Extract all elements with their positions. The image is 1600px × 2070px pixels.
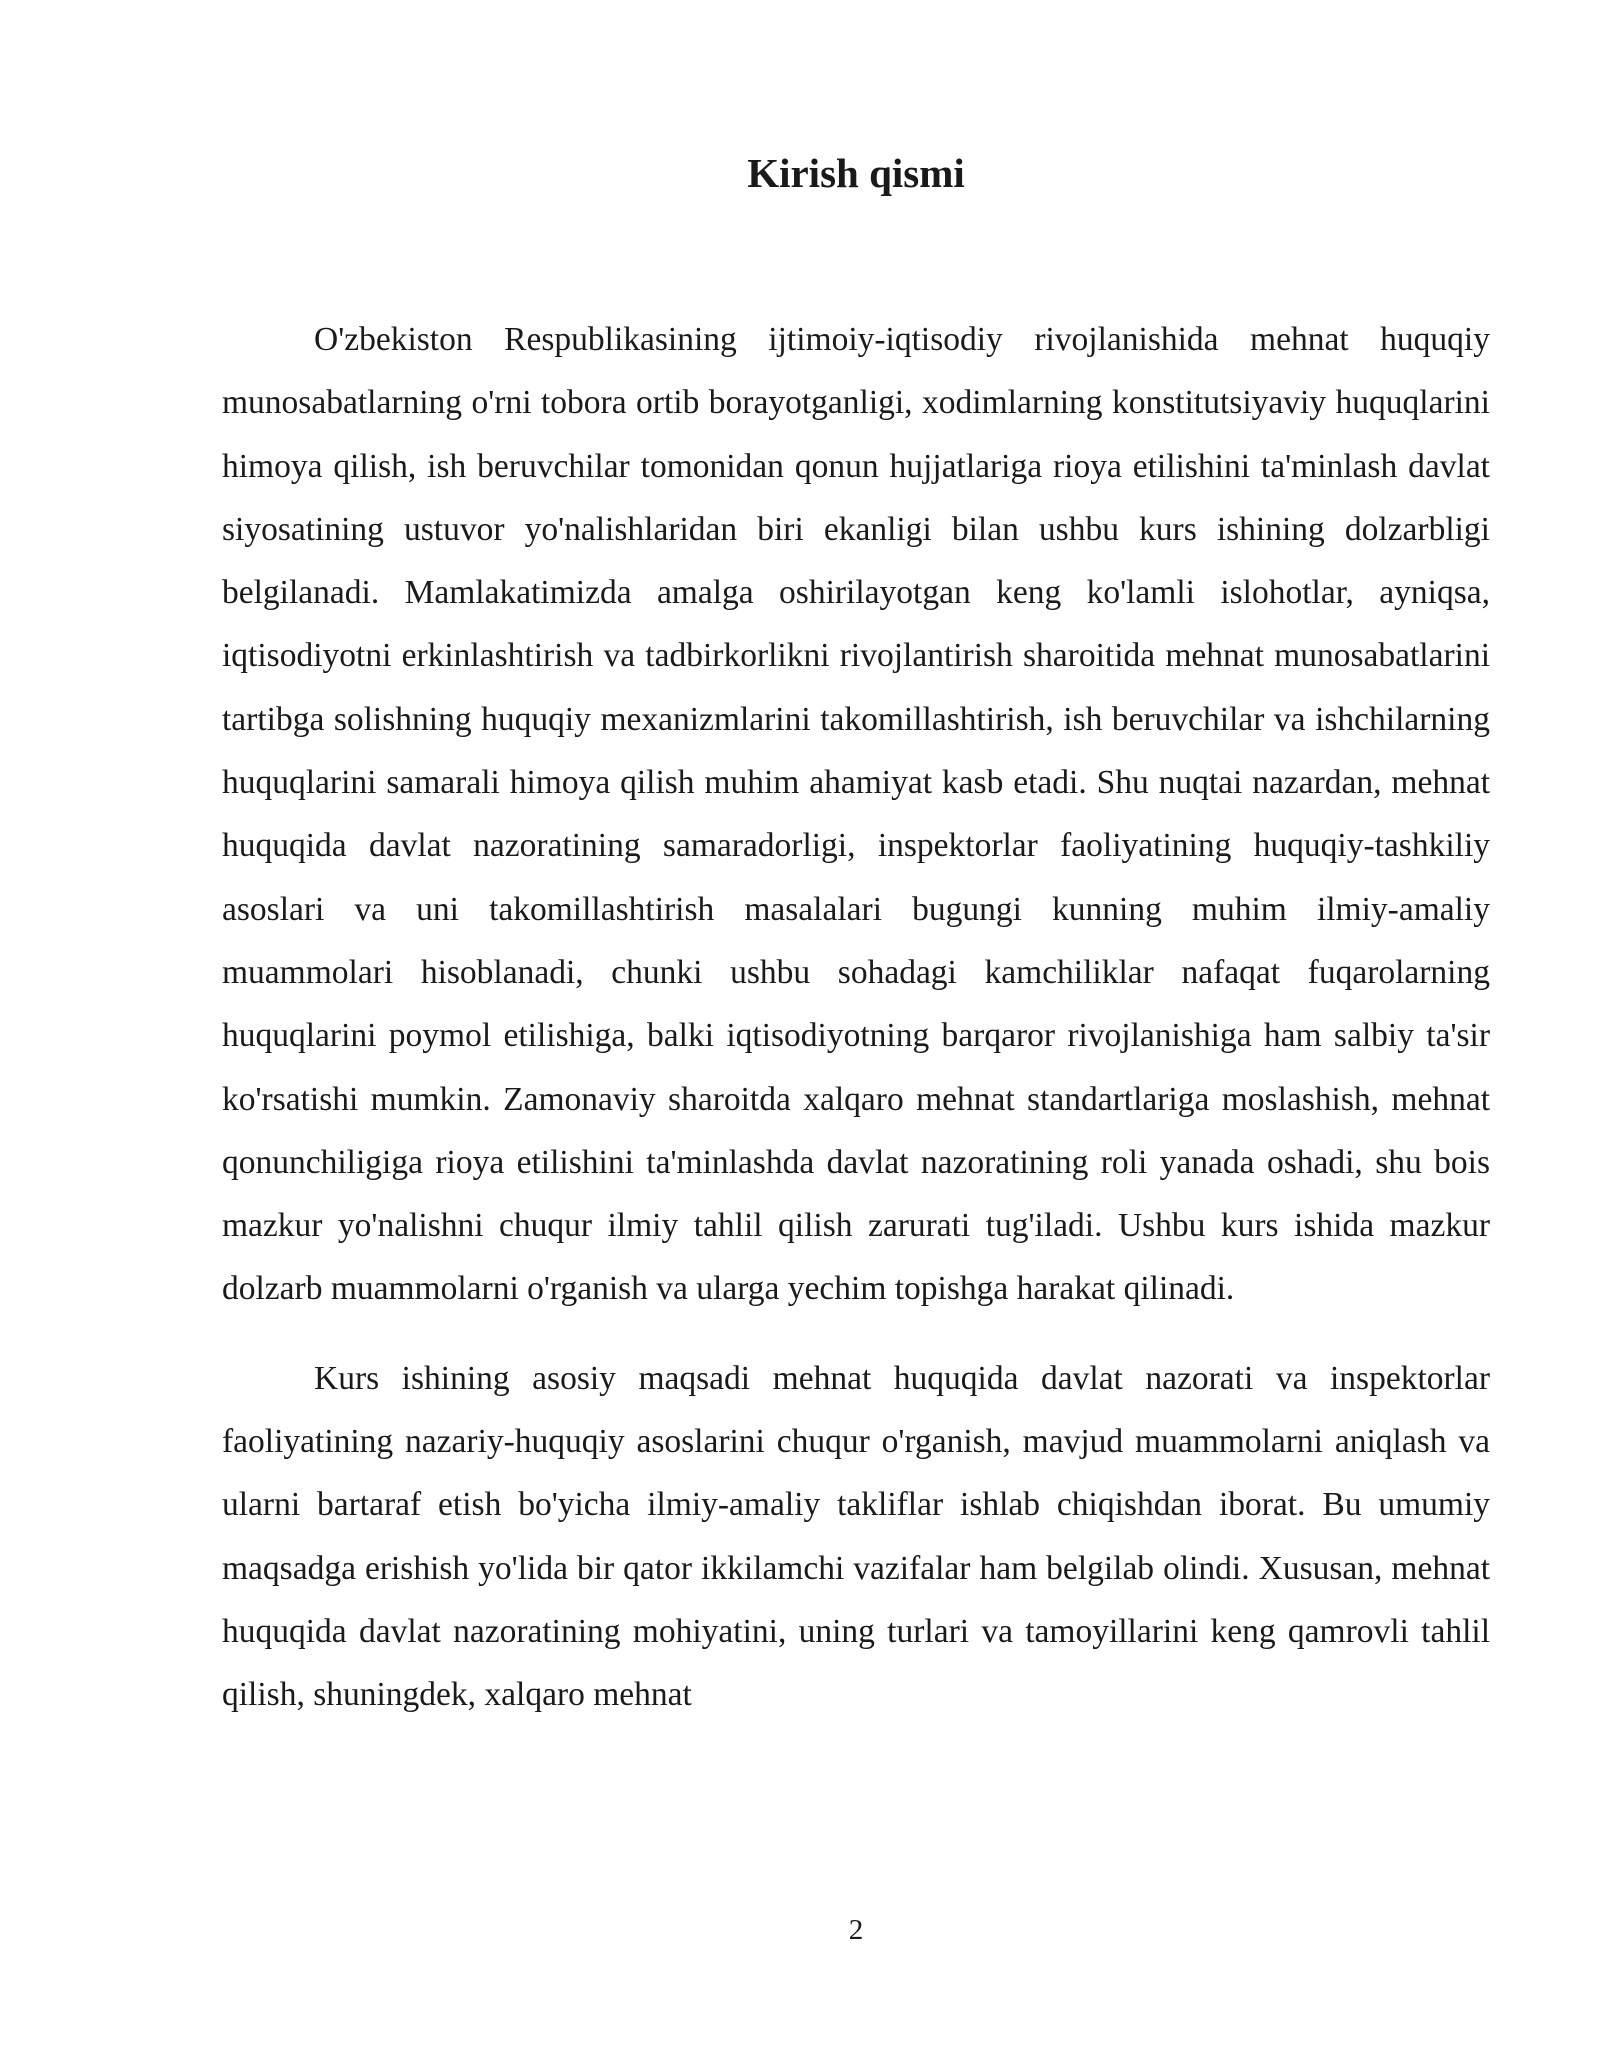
paragraph-2: Kurs ishining asosiy maqsadi mehnat huquqida davlat nazorati va inspektorlar faoliyatining nazariy-huquqiy asoslarini chuqur o'rganish, mavjud muammolarni aniqlash va ularni bartaraf etish bo'yicha ilmiy-amaliy takliflar ishlab chiqishdan iborat. Bu umumiy maqsadga erishish yo'lida bir qator ikkilamchi vazifalar ham belgilab olindi. Xususan, mehnat huquqida davlat nazoratining mohiyatini, uning turlari va tamoyillarini keng qamrovli tahlil qilish, shuningdek, xalqaro mehnat <box>222 1359 1490 1714</box>
page-title: Kirish qismi <box>747 150 965 196</box>
body-text <box>222 308 1490 1727</box>
page-number: 2 <box>848 1914 864 1946</box>
paragraph-1: O'zbekiston Respublikasining ijtimoiy-iqtisodiy rivojlanishida mehnat huquqiy munosabatlarning o'rni tobora ortib borayotganligi, xodimlarning konstitutsiyaviy huquqlarini himoya qilish, ish beruvchilar tomonidan qonun hujjatlariga rioya etilishini ta'minlash davlat siyosatining ustuvor yo'nalishlaridan biri ekanligi bilan ushbu kurs ishining dolzarbligi belgilanadi. Mamlakatimizda amalga oshirilayotgan keng ko'lamli islohotlar, ayniqsa, iqtisodiyotni erkinlashtirish va tadbirkorlikni rivojlantirish sharoitida mehnat munosabatlarini tartibga solishning huquqiy mexanizmlarini takomillashtirish, ish beruvchilar va ishchilarning huquqlarini samarali himoya qilish muhim ahamiyat kasb etadi. Shu nuqtai nazardan, mehnat huquqida davlat nazoratining samaradorligi, inspektorlar faoliyatining huquqiy-tashkiliy asoslari va uni takomillashtirish masalalari bugungi kunning muhim ilmiy-amaliy muammolari hisoblanadi, chunki ushbu sohadagi kamchiliklar nafaqat fuqarolarning huquqlarini poymol etilishiga, balki iqtisodiyotning barqaror rivojlanishiga ham salbiy ta'sir ko'rsatishi mumkin. Zamonaviy sharoitda xalqaro mehnat standartlariga moslashish, mehnat qonunchiligiga rioya etilishini ta'minlashda davlat nazoratining roli yanada oshadi, shu bois mazkur yo'nalishni chuqur ilmiy tahlil qilish zarurati tug'iladi. Ushbu kurs ishida mazkur dolzarb muammolarni o'rganish va ularga yechim topishga harakat qilinadi. <box>222 321 1490 1308</box>
